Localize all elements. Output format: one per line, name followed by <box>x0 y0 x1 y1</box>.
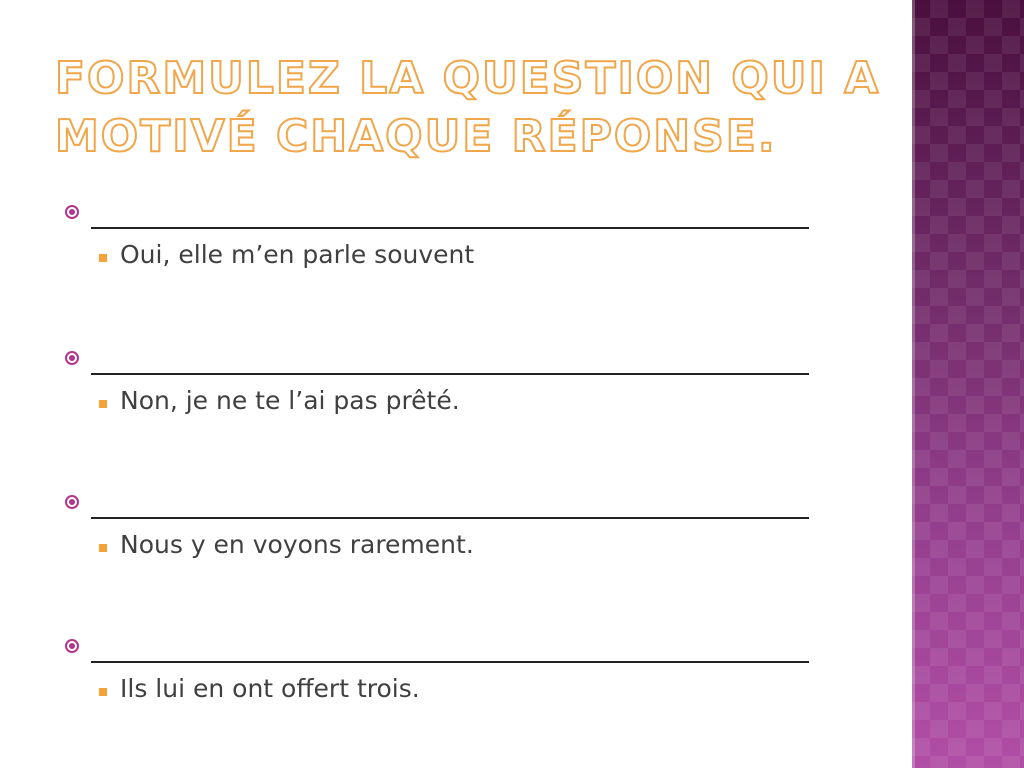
question-blank-row <box>60 626 860 672</box>
question-blank-row <box>60 482 860 528</box>
answer-text: Oui, elle m’en parle souvent <box>120 240 475 269</box>
square-bullet-icon <box>99 400 107 408</box>
circle-bullet-icon <box>65 495 79 509</box>
title-line-1: FORMULEZ LA QUESTION QUI A <box>55 53 881 104</box>
question-blank-line <box>91 227 809 229</box>
question-blank-row <box>60 192 860 238</box>
answer-row <box>60 238 860 278</box>
list-item <box>60 626 860 772</box>
question-blank-line <box>91 517 809 519</box>
circle-bullet-icon <box>65 639 79 653</box>
square-bullet-icon <box>99 544 107 552</box>
answer-row <box>60 528 860 568</box>
list-item <box>60 338 860 482</box>
answer-row <box>60 384 860 424</box>
answer-text: Ils lui en ont offert trois. <box>120 674 420 703</box>
bullet-list <box>60 192 860 772</box>
answer-text: Nous y en voyons rarement. <box>120 530 474 559</box>
answer-row <box>60 672 860 712</box>
decorative-side-band <box>912 0 1024 768</box>
square-bullet-icon <box>99 688 107 696</box>
list-item <box>60 482 860 626</box>
square-bullet-icon <box>99 254 107 262</box>
title-line-2: MOTIVÉ CHAQUE RÉPONSE. <box>55 111 777 162</box>
question-blank-row <box>60 338 860 384</box>
answer-text: Non, je ne te l’ai pas prêté. <box>120 386 460 415</box>
question-blank-line <box>91 373 809 375</box>
question-blank-line <box>91 661 809 663</box>
list-item <box>60 192 860 338</box>
slide-title <box>55 50 881 166</box>
circle-bullet-icon <box>65 205 79 219</box>
circle-bullet-icon <box>65 351 79 365</box>
